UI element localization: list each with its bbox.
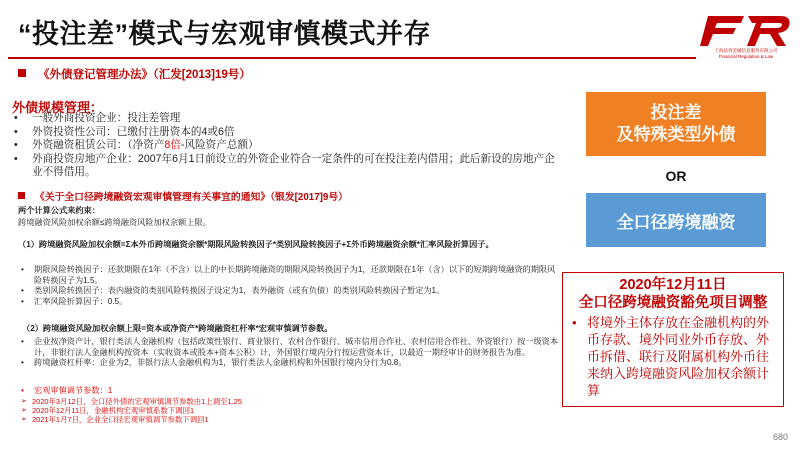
- list-item: • 期限风险转换因子：还款期限在1年（不含）以上的中长期跨境融资的期限风险转换因子为1，还款期限在1年（含）以下的短期跨境融资的期限风险转换因子为1.5。: [18, 265, 558, 286]
- logo-en-text: Financial Regulation & Law: [718, 53, 774, 59]
- waizhai-list: [12, 112, 560, 180]
- list-item: [12, 139, 560, 153]
- list-item: [12, 153, 560, 180]
- page-number: 680: [772, 432, 788, 442]
- list-item-text: 一般外商投资企业：投注差管理: [32, 112, 181, 124]
- page-title: “投注差”模式与宏观审慎模式并存: [18, 19, 431, 49]
- list-item: ➢ 2020年3月12日，全口径外债的宏观审慎调节参数由1上调至1.25: [18, 397, 558, 406]
- callout-date: 2020年12月11日: [619, 277, 727, 293]
- list-item: • 企业按净资产计，银行类法人金融机构（包括政策性银行、商业银行、农村合作银行、城市信用合作社、农村信用合作社、外资银行）按一级资本计，非银行法人金融机构按资本（实收资本或股本+资本公积）计，外国银行境内分行按运营资本计，以最近一期经审计的财务报告为准。: [18, 337, 558, 358]
- list-item-text: -风险资产总额）: [180, 139, 259, 152]
- title-divider: [8, 57, 696, 59]
- formulas-intro: 跨境融资风险加权余额≤跨境融资风险加权余额上限。: [18, 218, 211, 227]
- list-item: [12, 112, 560, 126]
- list-item: • 汇率风险折算因子：0.5。: [18, 297, 558, 308]
- callout-heading: 全口径跨境融资豁免项目调整: [578, 295, 768, 311]
- or-label: OR: [665, 168, 687, 184]
- formula1-list: [18, 265, 558, 307]
- list-item: ➢ 2020年12月11日，金融机构宏观审慎系数下调回1: [18, 406, 558, 415]
- logo-cn-text: 上海法询金融信息服务有限公司: [714, 48, 778, 53]
- list-item: [12, 126, 560, 140]
- fr-logo-mark-icon: [700, 12, 792, 48]
- list-item-text: 外商投资房地产企业：2007年6月1日前设立的外资企业符合一定条件的可在投注差内借用；此后新设的房地产企业不得借用。: [32, 152, 555, 179]
- highlight-text: 8倍: [164, 139, 181, 152]
- list-item: • 类别风险转换因子：表内融资的类别风险转换因子设定为1，表外融资（或有负债）的类别风险转换因子暂定为1。: [18, 286, 558, 297]
- formula2-list: [18, 337, 558, 369]
- section1-heading: [18, 66, 251, 82]
- formulas-title: 两个计算公式来约束：: [18, 206, 100, 215]
- company-logo: [700, 12, 792, 78]
- tzc-box-line2: 及特殊类型外债: [616, 125, 736, 144]
- section1-heading-text: 《外债登记管理办法》（汇发[2013]19号）: [38, 69, 251, 81]
- list-item: ➢ 2021年1月7日，企业全口径宏观审慎调节参数下调回1: [18, 415, 558, 424]
- tzc-box: [586, 92, 766, 156]
- logo-caption: [700, 48, 792, 59]
- square-bullet-icon: [18, 192, 25, 199]
- formula2: （2）跨境融资风险加权余额上限=资本或净资产*跨境融资杠杆率*宏观审慎调节参数。: [22, 324, 333, 333]
- list-item: • 将境外主体存放在金融机构的外币存款、境外同业外币存放、外币拆借、联行及附属机构外币往来纳入跨境融资风险加权余额计算: [569, 314, 777, 399]
- formula1: （1）跨境融资风险加权余额=Σ本外币跨境融资余额*期限风险转换因子*类别风险转换因子+Σ外币跨境融资余额*汇率风险折算因子。: [18, 240, 494, 249]
- section2-heading: [18, 189, 348, 203]
- list-item: • 跨境融资杠杆率：企业为2，非银行法人金融机构为1，银行类法人金融机构和外国银行境内分行为0.8。: [18, 358, 558, 369]
- adjustment-callout: [562, 272, 784, 407]
- list-item-text: 外资融资租赁公司：（净资产: [32, 139, 165, 152]
- list-item-text: 外资投资性公司：已缴付注册资本的4或6倍: [32, 125, 235, 138]
- waizhai-title: 外债规模管理：: [12, 100, 104, 115]
- full-caliber-box: [586, 193, 766, 247]
- tzc-box-line1: 投注差: [650, 103, 702, 122]
- square-bullet-icon: [18, 69, 26, 77]
- section2-heading-text: 《关于全口径跨境融资宏观审慎管理有关事宜的通知》（银发[2017]9号）: [35, 192, 348, 203]
- full-caliber-box-text: 全口径跨境融资: [616, 212, 736, 232]
- param-history-list: [18, 397, 558, 425]
- param-list: [18, 386, 558, 397]
- param-title: • 宏观审慎调节参数：1: [18, 386, 558, 397]
- callout-list: [569, 314, 777, 399]
